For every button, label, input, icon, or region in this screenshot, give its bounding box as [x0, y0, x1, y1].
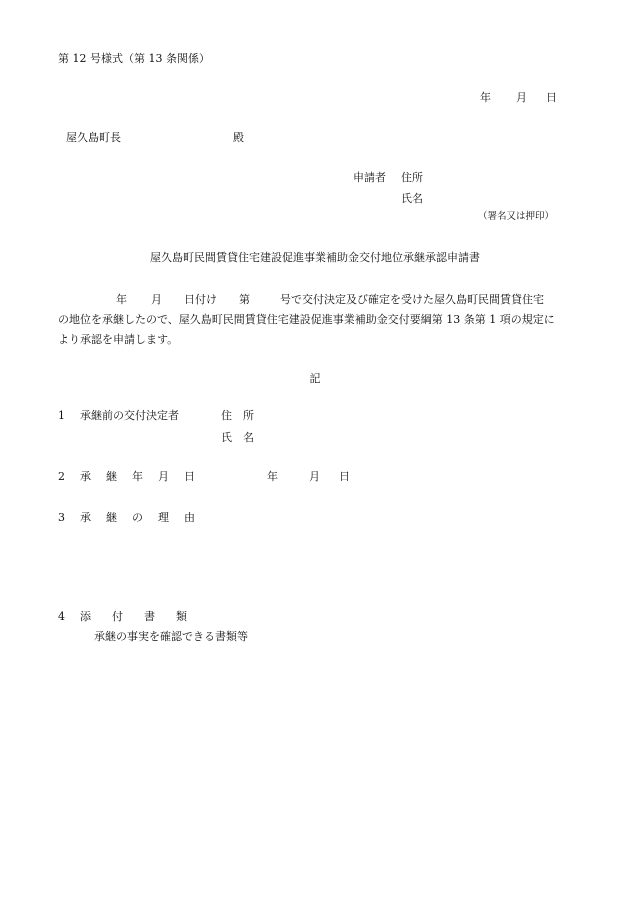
applicant-label: 申請者: [353, 171, 386, 184]
predecessor-name-label: 氏 名: [221, 431, 254, 444]
item-label-char: 継: [106, 470, 117, 483]
body-paragraph: [58, 290, 578, 350]
item-label-char: 類: [176, 610, 187, 623]
item-label-char: 承: [80, 511, 91, 524]
body-line-3: より承認を申請します。: [58, 333, 179, 346]
item-label-char: の: [132, 511, 143, 524]
body-dated-label: 日付け: [184, 293, 217, 306]
item-label-char: 理: [158, 511, 169, 524]
date-month-label: 月: [516, 91, 527, 104]
succession-year-label: 年: [267, 470, 278, 483]
item-number: 3: [58, 511, 65, 524]
honorific: 殿: [233, 131, 244, 144]
body-line-1: [58, 290, 578, 310]
form-number: 第 12 号様式（第 13 条関係）: [58, 52, 210, 65]
item-label-char: 承: [80, 470, 91, 483]
predecessor-address-label: 住 所: [221, 409, 254, 422]
item-label-char: 添: [80, 610, 91, 623]
attachments-description: 承継の事実を確認できる書類等: [94, 630, 248, 643]
body-month-label: 月: [151, 293, 162, 306]
item-label-char: 日: [184, 470, 195, 483]
succession-day-label: 日: [339, 470, 350, 483]
document-title: 屋久島町民間賃貸住宅建設促進事業補助金交付地位承継承認申請書: [150, 251, 480, 264]
item-label-char: 月: [158, 470, 169, 483]
item-label-char: 年: [132, 470, 143, 483]
item-label-char: 付: [112, 610, 123, 623]
succession-date-fields: [267, 471, 350, 482]
item-label-char: 継: [106, 511, 117, 524]
addressee: 屋久島町長: [66, 131, 121, 144]
seal-note: （署名又は押印）: [478, 211, 555, 222]
item-succession-reason: [58, 512, 195, 523]
body-line-2: の地位を承継したので、屋久島町民間賃貸住宅建設促進事業補助金交付要綱第 13 条第 1 項の規定に: [58, 313, 555, 326]
succession-month-label: 月: [309, 470, 320, 483]
item-label-char: 書: [144, 610, 155, 623]
item-number: 2: [58, 470, 65, 483]
item-label-char: 由: [184, 511, 195, 524]
applicant-name-label: 氏名: [401, 192, 423, 205]
body-number-prefix: 第: [239, 293, 250, 306]
applicant-address-label: 住所: [401, 171, 423, 184]
item-attachments: [58, 611, 187, 622]
body-year-label: 年: [116, 293, 127, 306]
body-number-suffix: 号で交付決定及び確定を受けた屋久島町民間賃貸住宅: [280, 293, 544, 306]
application-date: [480, 92, 557, 103]
date-day-label: 日: [546, 91, 557, 104]
item-succession-date: [58, 471, 195, 482]
item-label: 承継前の交付決定者: [80, 409, 179, 422]
ki-heading: 記: [309, 372, 321, 385]
date-year-label: 年: [480, 91, 491, 104]
item-number: 4: [58, 610, 65, 623]
item-number: 1: [58, 409, 65, 422]
item-predecessor: [58, 410, 179, 421]
